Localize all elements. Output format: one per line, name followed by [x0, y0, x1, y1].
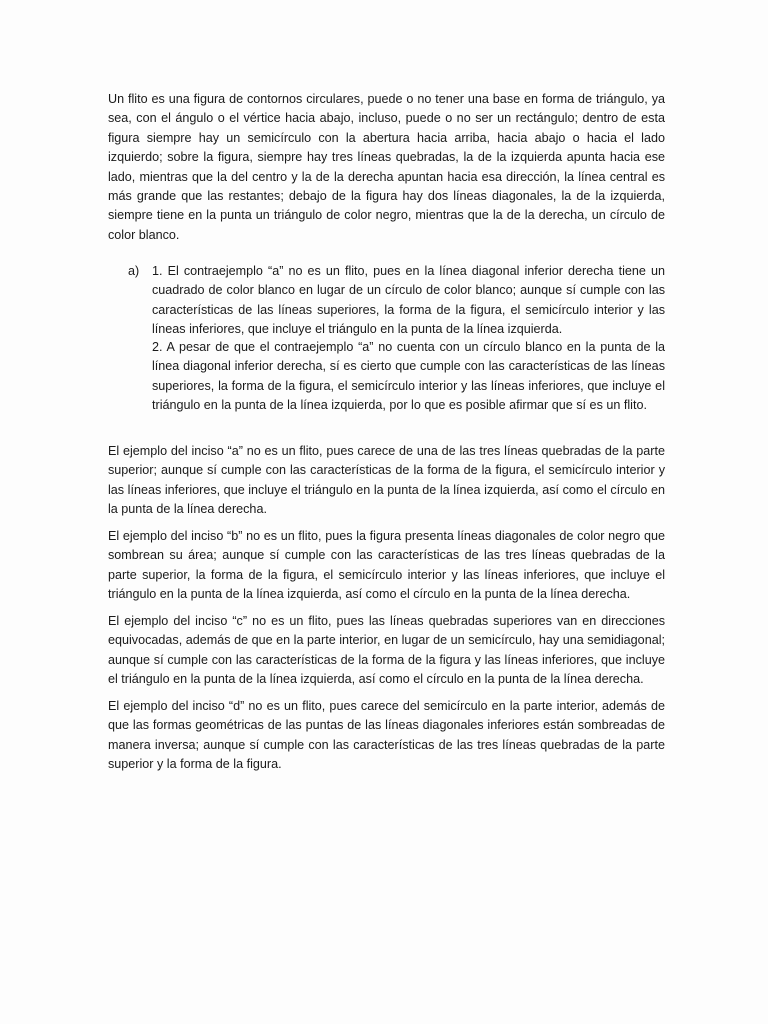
paragraph-example-c: El ejemplo del inciso “c” no es un flito, pues las líneas quebradas superiores van en direcciones equivocadas, además de que en la parte interior, en lugar de un semicírculo, hay una semidiagonal; aunque sí cumple con las características de la forma de la figura y las líneas inferiores, que incluye el triángulo en la punta de la línea izquierda, así como el círculo en la punta de la línea derecha.	[108, 614, 665, 687]
paragraph-example-b: El ejemplo del inciso “b” no es un flito, pues la figura presenta líneas diagonales de color negro que sombrean su área; aunque sí cumple con las características de las tres líneas quebradas de la parte superior, la forma de la figura, el semicírculo interior y las líneas inferiores, que incluye el triángulo en la punta de la línea izquierda, así como el círculo en la punta de la línea derecha.	[108, 529, 665, 602]
list-item-2: 2. A pesar de que el contraejemplo “a” no cuenta con un círculo blanco en la punta de la línea diagonal inferior derecha, sí es cierto que cumple con las características de las líneas superiores, la forma de la figura, el semicírculo interior y las líneas inferiores, que incluye el triángulo en la punta de la línea izquierda, por lo que es posible afirmar que sí es un flito.	[152, 340, 665, 413]
paragraph-example-d: El ejemplo del inciso “d” no es un flito, pues carece del semicírculo en la parte interior, además de que las formas geométricas de las puntas de las líneas diagonales inferiores están sombreadas de manera inversa; aunque sí cumple con las características de las tres líneas quebradas de la parte superior y la forma de la figura.	[108, 699, 665, 772]
paragraph-example-a: El ejemplo del inciso “a” no es un flito, pues carece de una de las tres líneas quebradas de la parte superior; aunque sí cumple con las características de la forma de la figura, el semicírculo interior y las líneas inferiores, que incluye el triángulo en la punta de la línea izquierda, así como el círculo en la punta de la línea derecha.	[108, 444, 665, 517]
list-item-1: 1. El contraejemplo “a” no es un flito, pues en la línea diagonal inferior derecha tiene un cuadrado de color blanco en lugar de un círculo de color blanco; aunque sí cumple con las características de las líneas superiores, la forma de la figura, el semicírculo interior y las líneas inferiores, que incluye el triángulo en la punta de la línea izquierda.	[152, 264, 665, 337]
intro-paragraph: Un flito es una figura de contornos circulares, puede o no tener una base en forma de triángulo, ya sea, con el ángulo o el vértice hacia abajo, incluso, puede o no ser un rectángulo; dentro de esta figura siempre hay un semicírculo con la abertura hacia arriba, hacia abajo o hacia el lado izquierdo; sobre la figura, siempre hay tres líneas quebradas, la de la izquierda apunta hacia ese lado, mientras que la del centro y la de la derecha apuntan hacia esa dirección, la línea central es más grande que las restantes; debajo de la figura hay dos líneas diagonales, la de la izquierda, siempre tiene en la punta un triángulo de color negro, mientras que la de la derecha, un círculo de color blanco.	[108, 92, 665, 242]
list-marker: a)	[128, 264, 140, 278]
